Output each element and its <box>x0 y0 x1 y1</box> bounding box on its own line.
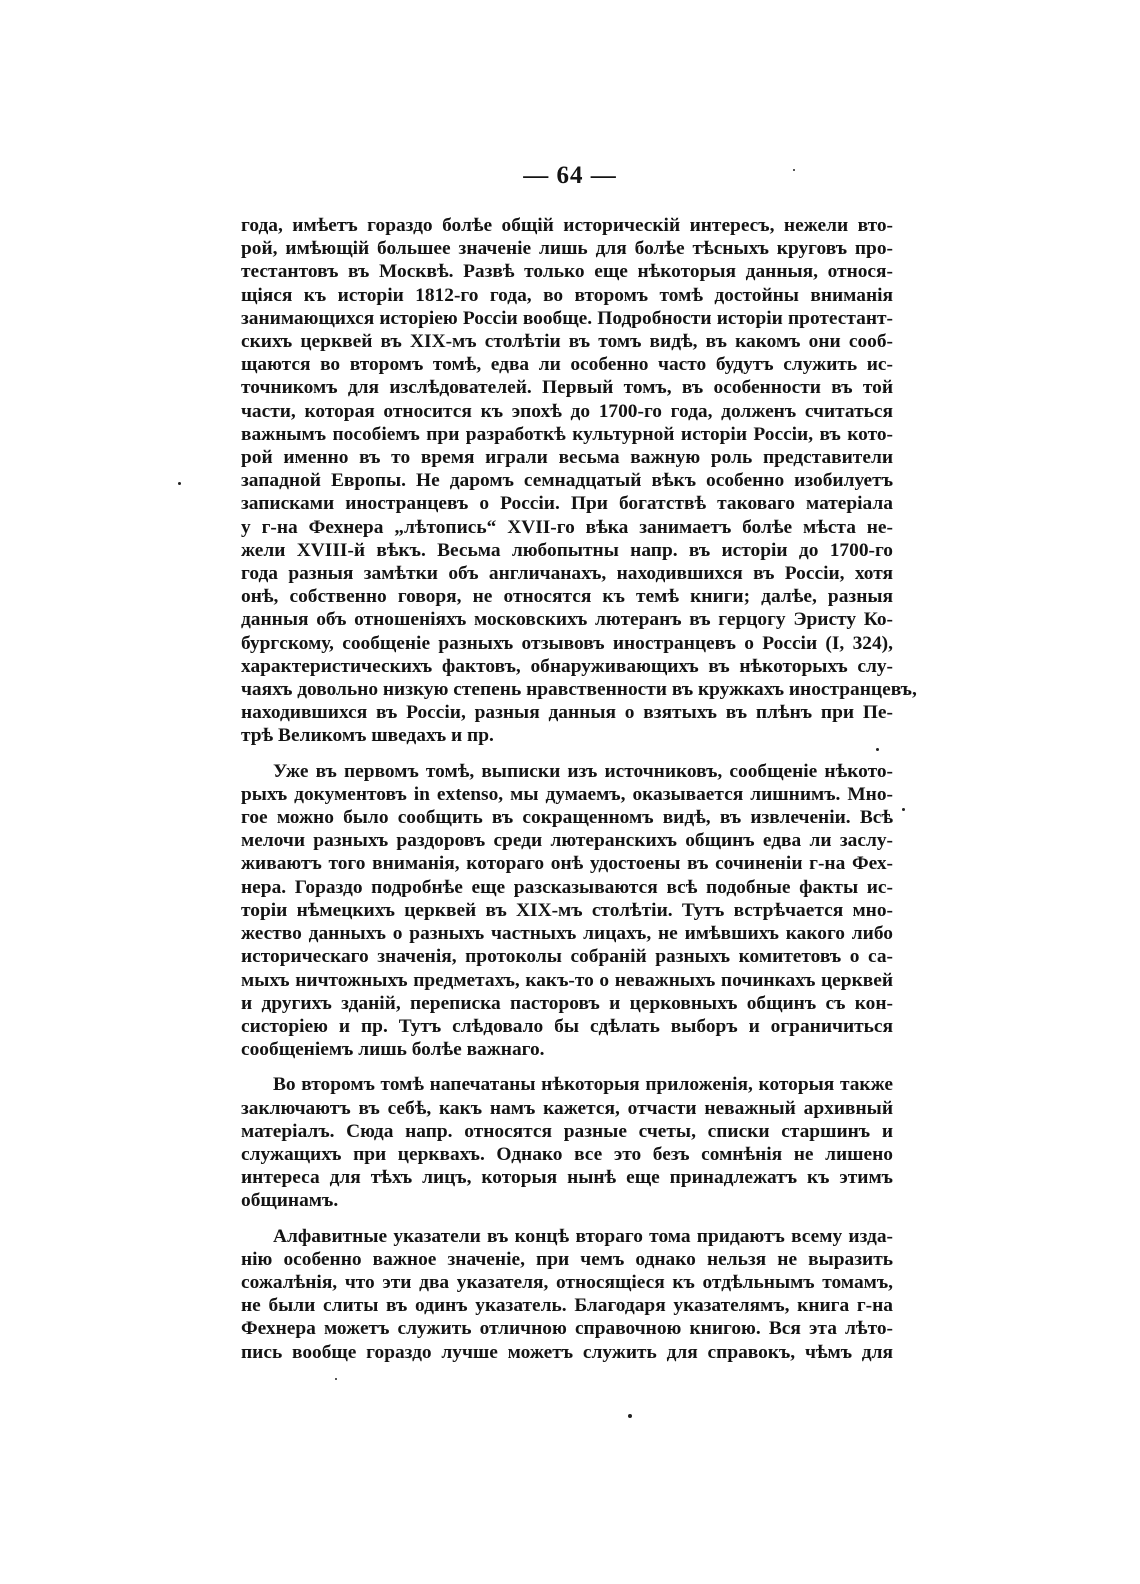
text-line: и другихъ зданій, переписка пасторовъ и церковныхъ общинъ съ кон- <box>241 992 893 1014</box>
text-line: тестантовъ въ Москвѣ. Развѣ только еще нѣкоторыя данныя, относя- <box>241 261 893 283</box>
paragraph <box>241 1073 893 1212</box>
text-line: западной Европы. Не даромъ семнадцатый вѣкъ особенно изобилуетъ <box>241 470 893 492</box>
text-line: находившихся въ Россіи, разныя данныя о взятыхъ въ плѣнъ при Пе- <box>241 702 893 724</box>
print-speck <box>902 808 905 811</box>
text-line: мыхъ ничтожныхъ предметахъ, какъ-то о неважныхъ починкахъ церквей <box>241 969 893 991</box>
text-line: нію особенно важное значеніе, при чемъ однако нельзя не выразить <box>241 1248 893 1270</box>
print-speck <box>628 1414 632 1418</box>
paragraph <box>241 1225 893 1364</box>
text-line: у г-на Фехнера „лѣтопись“ XVII-го вѣка занимаетъ болѣе мѣста не- <box>241 516 893 538</box>
text-line: служащихъ при церквахъ. Однако все это безъ сомнѣнія не лишено <box>241 1143 893 1165</box>
text-line: общинамъ. <box>241 1190 339 1212</box>
text-line: мелочи разныхъ раздоровъ среди лютеранскихъ общинъ едва ли заслу- <box>241 830 893 852</box>
text-line: заключаютъ въ себѣ, какъ намъ кажется, отчасти неважный архивный <box>241 1097 893 1119</box>
text-line: систоріею и пр. Тутъ слѣдовало бы сдѣлать выборъ и ограничиться <box>241 1015 893 1037</box>
text-line: живаютъ того вниманія, котораго онѣ удостоены въ сочиненіи г-на Фех- <box>241 853 893 875</box>
paragraph <box>241 760 893 1062</box>
print-speck <box>178 482 181 485</box>
text-line: щіяся къ исторіи 1812-го года, во второмъ томѣ достойны вниманія <box>241 284 893 306</box>
text-line: сообщеніемъ лишь болѣе важнаго. <box>241 1039 545 1061</box>
text-line: торіи нѣмецкихъ церквей въ XIX-мъ столѣтіи. Тутъ встрѣчается мно- <box>241 899 893 921</box>
text-line: историческаго значенія, протоколы собраній разныхъ комитетовъ о са- <box>241 946 893 968</box>
text-line: рой именно въ то время играли весьма важную роль представители <box>241 447 893 469</box>
body-text <box>241 214 917 1364</box>
text-line: занимающихся исторіею Россіи вообще. Подробности исторіи протестант- <box>241 307 893 329</box>
text-line: части, которая относится къ эпохѣ до 1700-го года, долженъ считаться <box>241 400 893 422</box>
text-line: пись вообще гораздо лучше можетъ служить для справокъ, чѣмъ для <box>241 1341 893 1363</box>
text-line: рыхъ документовъ in extenso, мы думаемъ, оказывается лишнимъ. Мно- <box>241 783 893 805</box>
text-line: характеристическихъ фактовъ, обнаруживающихъ въ нѣкоторыхъ слу- <box>241 655 893 677</box>
text-line: чаяхъ довольно низкую степень нравственности въ кружкахъ иностранцевъ, <box>241 679 917 701</box>
text-line: Уже въ первомъ томѣ, выписки изъ источниковъ, сообщеніе нѣкото- <box>273 760 893 782</box>
text-line: записками иностранцевъ о Россіи. При богатствѣ таковаго матеріала <box>241 493 893 515</box>
text-line: Фехнера можетъ служить отличною справочною книгою. Вся эта лѣто- <box>241 1318 893 1340</box>
print-speck <box>793 169 795 171</box>
text-line: трѣ Великомъ шведахъ и пр. <box>241 725 494 747</box>
text-line: рой, имѣющій большее значеніе лишь для болѣе тѣсныхъ круговъ про- <box>241 238 893 260</box>
text-line: щаются во второмъ томѣ, едва ли особенно часто будутъ служить ис- <box>241 354 893 376</box>
text-line: скихъ церквей въ XIX-мъ столѣтіи въ томъ видѣ, въ какомъ они сооб- <box>241 331 893 353</box>
text-line: сожалѣнія, что эти два указателя, относящіеся къ отдѣльнымъ томамъ, <box>241 1271 893 1293</box>
text-line: жели XVIII-й вѣкъ. Весьма любопытны напр. въ исторіи до 1700-го <box>241 539 893 561</box>
paragraph <box>241 214 917 748</box>
print-speck <box>876 748 879 751</box>
text-line: матеріалъ. Сюда напр. относятся разные счеты, списки старшинъ и <box>241 1120 893 1142</box>
text-line: важнымъ пособіемъ при разработкѣ культурной исторіи Россіи, въ кото- <box>241 423 893 445</box>
text-line: Во второмъ томѣ напечатаны нѣкоторыя приложенія, которыя также <box>273 1074 893 1096</box>
text-line: нера. Гораздо подробнѣе еще разсказываются всѣ подобные факты ис- <box>241 876 893 898</box>
text-line: не были слиты въ одинъ указатель. Благодаря указателямъ, книга г-на <box>241 1295 893 1317</box>
page-number: — 64 — <box>523 162 617 189</box>
text-line: точникомъ для изслѣдователей. Первый томъ, въ особенности въ той <box>241 377 893 399</box>
print-speck <box>335 1378 337 1380</box>
text-line: жество данныхъ о разныхъ частныхъ лицахъ, не имѣвшихъ какого либо <box>241 923 893 945</box>
text-line: Алфавитные указатели въ концѣ втораго тома придаютъ всему изда- <box>273 1225 893 1247</box>
text-line: онѣ, собственно говоря, не относятся къ темѣ книги; далѣе, разныя <box>241 586 893 608</box>
text-line: года разныя замѣтки объ англичанахъ, находившихся въ Россіи, хотя <box>241 563 893 585</box>
text-line: данныя объ отношеніяхъ московскихъ лютеранъ въ герцогу Эристу Ко- <box>241 609 893 631</box>
text-line: года, имѣетъ гораздо болѣе общій историческій интересъ, нежели вто- <box>241 215 893 236</box>
text-line: интереса для тѣхъ лицъ, которыя нынѣ еще принадлежатъ къ этимъ <box>241 1167 893 1189</box>
text-line: гое можно было сообщить въ сокращенномъ видѣ, въ извлеченіи. Всѣ <box>241 807 893 829</box>
text-line: бургскому, сообщеніе разныхъ отзывовъ иностранцевъ о Россіи (I, 324), <box>241 632 893 654</box>
